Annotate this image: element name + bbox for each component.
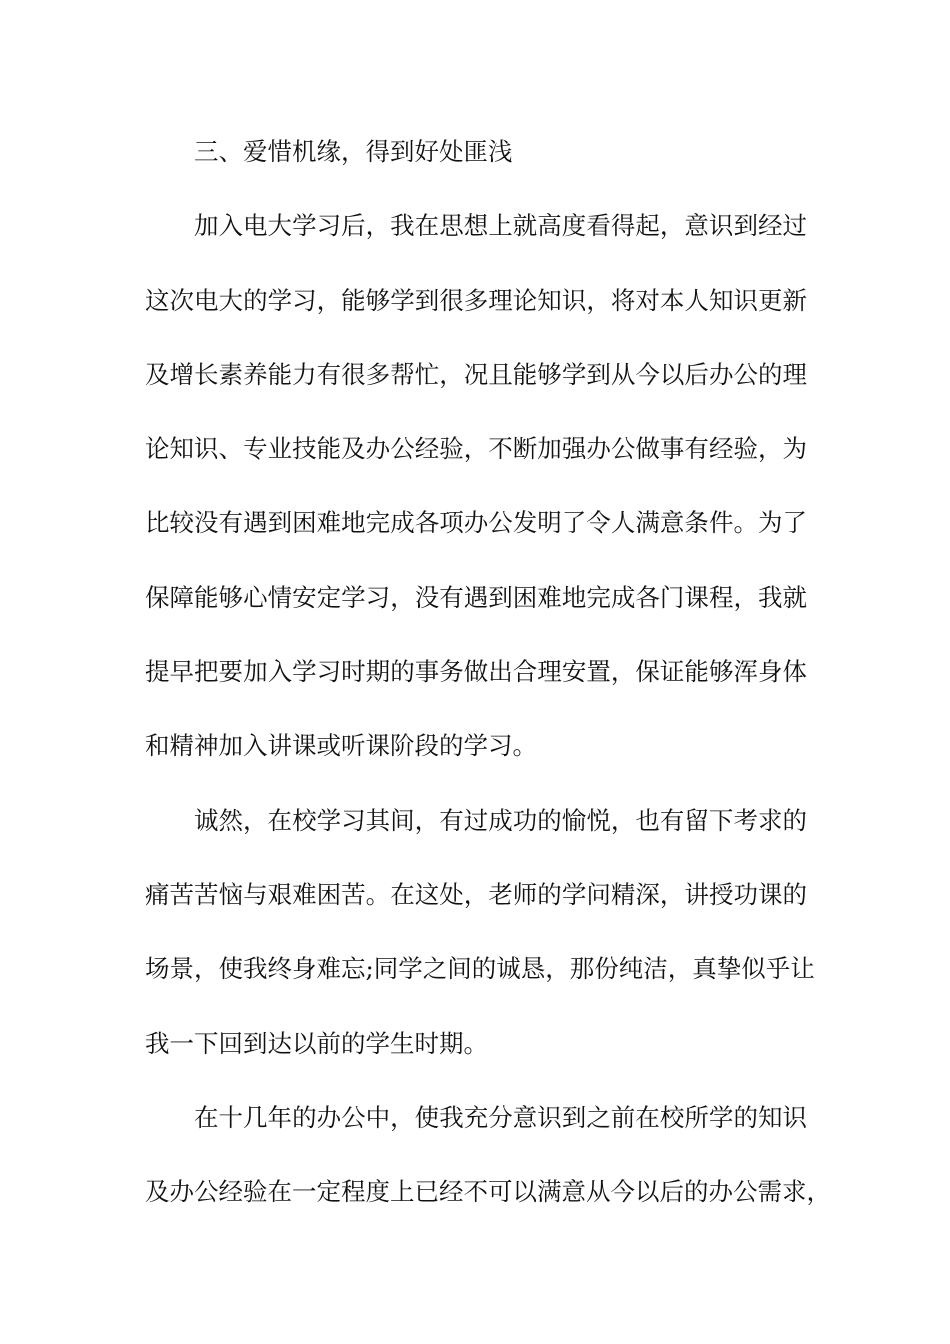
paragraph-line: 在十几年的办公中，使我充分意识到之前在校所学的知识 bbox=[194, 1103, 807, 1132]
paragraph-line: 场景，使我终身难忘;同学之间的诚恳，那份纯洁，真挚似乎让 bbox=[145, 954, 815, 983]
paragraph-line: 我一下回到达以前的学生时期。 bbox=[145, 1029, 488, 1058]
paragraph-line: 及增长素养能力有很多帮忙，况且能够学到从今以后办公的理 bbox=[145, 360, 807, 389]
paragraph-line: 及办公经验在一定程度上已经不可以满意从今以后的办公需求， bbox=[145, 1177, 831, 1206]
paragraph-line: 加入电大学习后，我在思想上就高度看得起，意识到经过 bbox=[194, 211, 807, 240]
paragraph-line: 诚然，在校学习其间，有过成功的愉悦，也有留下考求的 bbox=[194, 806, 807, 835]
section-heading: 三、爱惜机缘，得到好处匪浅 bbox=[194, 137, 513, 166]
paragraph-line: 提早把要加入学习时期的事务做出合理安置，保证能够浑身体 bbox=[145, 657, 807, 686]
paragraph-line: 论知识、专业技能及办公经验，不断加强办公做事有经验，为 bbox=[145, 434, 807, 463]
paragraph-line: 比较没有遇到困难地完成各项办公发明了令人满意条件。为了 bbox=[145, 508, 807, 537]
paragraph-line: 和精神加入讲课或听课阶段的学习。 bbox=[145, 731, 537, 760]
paragraph-line: 保障能够心情安定学习，没有遇到困难地完成各门课程，我就 bbox=[145, 583, 807, 612]
paragraph-line: 这次电大的学习，能够学到很多理论知识，将对本人知识更新 bbox=[145, 286, 807, 315]
paragraph-line: 痛苦苦恼与艰难困苦。在这处，老师的学问精深，讲授功课的 bbox=[145, 880, 807, 909]
